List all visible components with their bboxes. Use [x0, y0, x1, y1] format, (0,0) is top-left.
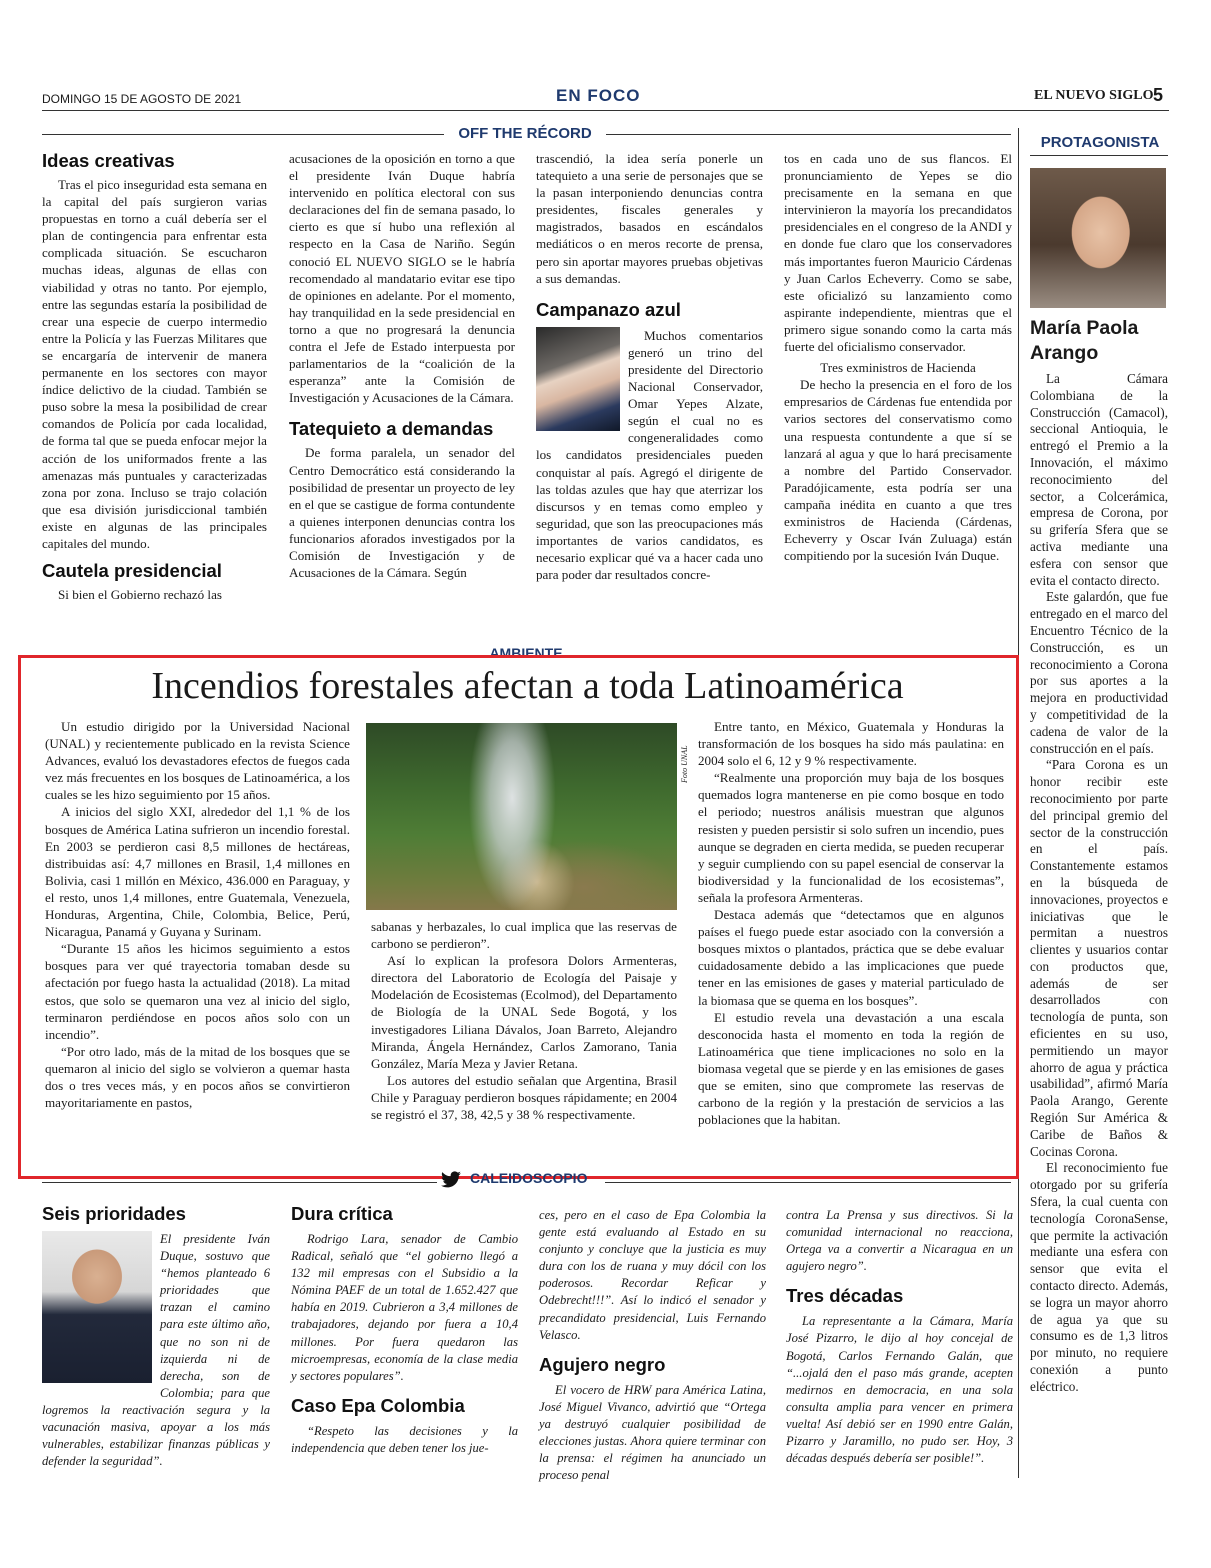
story-body: Si bien el Gobierno rechazó las — [58, 587, 222, 603]
story-body: Muchos comentarios generó un trino del presidente del Directorio Nacional Conservador, Omar Yepes Alzate, según el cual no es congeneralidades como los candidatos presidenciales pueden conquistar al país. Agregó el dirigente de las toldas azules que hay que aterrizar los discursos y en temas como empleo y seguridad, que son las preocupaciones más importantes de varios candidatos, es necesario explicar qué va a hacer cada uno para poder dar resultados concre- — [536, 327, 763, 583]
paragraph: Los autores del estudio señalan que Argentina, Brasil Chile y Paraguay perdieron bosques rápidamente; en 2004 se registró el 37, 38, 42,5 y 38 % respectivamente. — [371, 1072, 677, 1123]
paragraph: Así lo explican la profesora Dolors Armenteras, directora del Laboratorio de Ecología del Paisaje y Modelación de Ecosistemas (Ecolmod), del Departamento de Biología de la UNAL Sede Bogotá, y los investigadores Liliana Dávalos, Joan Barreto, Alejandro Miranda, Ángela Hernández, Carlos Zamorano, Tania González, María Meza y Javier Retana. — [371, 953, 677, 1071]
divider — [42, 1182, 437, 1183]
portrait-maria-paola-arango — [1030, 168, 1166, 308]
ambiente-column-2 — [371, 918, 677, 1123]
story-body: La representante a la Cámara, María José Pizarro, le dijo al hoy concejal de Bogotá, Carlos Fernando Galán, que “...ojalá den el paso más grande, acepten medirnos en democracia, en una sola consulta amplia para vencer en primera vuelta! Así debió ser en 1990 entre Galán, Pizarro y Jaramillo, no pudo ser. Hoy, 3 décadas después debería ser posible!”. — [786, 1314, 1013, 1466]
story-title: Agujero negro — [539, 1353, 666, 1375]
masthead-brand: EL NUEVO SIGLO — [1034, 88, 1154, 103]
caleido-column-3 — [539, 1207, 766, 1484]
paragraph: “Realmente una proporción muy baja de los bosques quemados logra mantenerse en pie como bosque en todo el periodo; nuestros análisis muestran que algunos resisten y pueden persistir si solo sufren un incendio, pues aunque se degraden en cierta medida, se pueden recuperar y seguir cumpliendo con su papel esencial de conservar la biodiversidad y la funcionalidad de los ecosistemas”, señala la profesora Armenteras. — [698, 770, 1004, 905]
story-body: Tras el pico inseguridad esta semana en la capital del país surgieron varias propuestas en torno a cuál debería ser el plan de contingencia para enfrentar esta complicada situación. Se escucharon muchas ideas, algunas de ellas con viabilidad y otras no tanto. Por ejemplo, entre las segundas estaría la posibilidad de crear una especie de cuerpo intermedio entre la Policía y las Fuerzas Militares que se encargaría de intervenir de manera permanente en los sectores con mayor índice delictivo de la ciudad. También se puso sobre la mesa la posibilidad de crear comandos de Policía por cada localidad, de forma tal que se pueda enfocar mejor la acción de los uniformados frente a las amenazas más puntuales y caracterizadas zona por zona. Incluso se trajo colación que esa división jurisdiccional también existe en algunas de las principales capitales del mundo. — [42, 177, 267, 551]
story-body: acusaciones de la oposición en torno a que el presidente Iván Duque habría intervenido en política electoral con sus declaraciones del fin de semana pasado, lo cierto es que sí hubo una reflexión al respecto en la Casa de Nariño. Según conoció EL NUEVO SIGLO se le habría recomendado al mandatario evitar ese tipo de opiniones en adelante. Por el momento, hay tranquilidad en la sede presidencial en torno a que no progresará la denuncia contra el Jefe de Estado interpuesta por parlamentarios de la “coalición de la esperanza” ante la Comisión de Investigación y Acusaciones de la Cámara. — [289, 151, 515, 406]
ambiente-column-1 — [45, 718, 350, 1111]
divider — [1030, 155, 1168, 156]
story-body: tos en cada uno de sus flancos. El pronunciamiento de Yepes se dio precisamente en la semana en que intervinieron la mayoría los precandidatos presidenciales en el congreso de la ANDI y en donde fue claro que los conservadores más importantes fueron Mauricio Cárdenas y Juan Carlos Echeverry. Como se sabe, este oficializó su lanzamiento como aspirante independiente, mientras que el primero sigue sonando como la carta más fuerte del oficialismo conservador. — [784, 151, 1012, 355]
story-body: De forma paralela, un senador del Centro Democrático está considerando la posibilidad de presentar un proyecto de ley en el que se castigue de forma contundente a quienes interponen denuncias contra los funcionarios aforados investigados por la Comisión de Investigación y de Acusaciones de la Cámara. Según — [289, 445, 515, 581]
story-title: Cautela presidencial — [42, 560, 222, 582]
divider — [606, 134, 1011, 135]
paragraph: La Cámara Colombiana de la Construcción (Camacol), seccional Antioquia, le entregó el Premio a la Innovación, el máximo reconocimiento del sector, a Colcerámica, empresa de Corona, por su grifería Sfera que se activa mediante una esfera con sensor que evita el contacto directo. — [1030, 371, 1168, 588]
story-body: El vocero de HRW para América Latina, José Miguel Vivanco, advirtió que “Ortega ya destruyó cualquier posibilidad de elecciones justas. Ahora quiere terminar con la prensa: el régimen ha anunciado un proceso penal — [539, 1382, 766, 1483]
caleido-column-4 — [786, 1207, 1013, 1467]
story-subtitle: Tres exministros de Hacienda — [820, 360, 976, 376]
protagonista-label: PROTAGONISTA — [1040, 134, 1160, 151]
header-rule — [42, 110, 1169, 111]
paragraph: “Por otro lado, más de la mitad de los bosques que se quemaron al inicio del siglo se volvieron a quemar hasta dos o tres veces más, y en pocos años se convirtieron mayoritariamente en pastos, — [45, 1043, 350, 1111]
caleidoscopio-label: CALEIDOSCOPIO — [470, 1170, 588, 1186]
story-title: Caso Epa Colombia — [291, 1394, 465, 1416]
paragraph: Entre tanto, en México, Guatemala y Honduras la transformación de los bosques ha sido más paulatina: en 2004 solo el 6, 12 y 9 % respectivamente. — [698, 719, 1004, 769]
otr-column-2 — [289, 150, 515, 581]
otr-column-4 — [784, 150, 1012, 564]
paragraph: Un estudio dirigido por la Universidad Nacional (UNAL) y recientemente publicado en la revista Science Advances, evaluó los devastadores efectos de fuegos cada vez más frecuentes en los bosques de Latinoamérica, a los cuales se les hizo seguimiento por 15 años. — [45, 719, 350, 803]
article-headline: Incendios forestales afectan a toda Latinoamérica — [151, 665, 904, 707]
wildfire-photo — [366, 723, 677, 910]
portrait-omar-yepes — [536, 327, 620, 431]
paragraph: El reconocimiento fue otorgado por su grifería Sfera, la cual cuenta con tecnología CoronaSense, que permite la activación mediante una esfera con sensor que evita el contacto directo. Además, se logra un mayor ahorro de agua ya que su consumo es de 1,3 litros por minuto, no requiere conexión a punto eléctrico. — [1030, 1160, 1168, 1394]
paragraph: sabanas y herbazales, lo cual implica que las reservas de carbono se perdieron”. — [371, 919, 677, 952]
otr-column-3 — [536, 150, 763, 583]
story-title: Tres décadas — [786, 1285, 904, 1307]
section-title: EN FOCO — [556, 86, 641, 105]
off-the-record-label: OFF THE RÉCORD — [458, 125, 592, 142]
story-title: Campanazo azul — [536, 298, 681, 320]
story-title: Tatequieto a demandas — [289, 418, 494, 440]
twitter-bird-icon — [440, 1171, 462, 1189]
story-body: “Respeto las decisiones y la independencia que deben tener los jue- — [291, 1423, 518, 1455]
story-title: Dura crítica — [291, 1203, 393, 1224]
divider — [605, 1182, 1011, 1183]
caleido-column-2 — [291, 1203, 518, 1457]
ambiente-label: AMBIENTE — [489, 645, 563, 661]
paragraph: “Para Corona es un honor recibir este reconocimiento por parte del principal gremio del sector de la construcción en el país. Constantemente estamos en la búsqueda de innovaciones, proyectos e iniciativas que le permitan a nuestros clientes y usuarios contar con productos que, además de ser desarrollados con tecnología de punta, son eficientes en su uso, permitiendo un mayor ahorro de agua y práctica usabilidad”, afirmó María Paola Arango, Gerente Región Sur América & Caribe de Baños & Cocinas Corona. — [1030, 757, 1168, 1159]
story-body: trascendió, la idea sería ponerle un tatequieto a una serie de personajes que se la pasan interponiendo denuncias contra presidentes, fiscales generales y magistrados, basados en escándalos mediáticos o en meros recorte de prensa, pero sin aportar mayores pruebas objetivas a sus demandas. — [536, 151, 763, 286]
protagonista-body — [1030, 371, 1168, 1396]
paragraph: Este galardón, que fue entregado en el marco del Encuentro Técnico de la Construcción, es un reconocimiento a Corona por sus aportes a la mejora en productividad y competitividad de la cadena de valor de la construcción en el país. — [1030, 589, 1168, 756]
paragraph: El estudio revela una devastación a una escala desconocida hasta el momento en toda la región de Latinoamérica que tiene implicaciones no solo en la biomasa vegetal que se pierde y en las emisiones de gases que se emiten, sino que compromete las reservas de carbono de la región y la prestación de servicios a las poblaciones que la habitan. — [698, 1009, 1004, 1128]
divider — [42, 134, 444, 135]
issue-date: DOMINGO 15 DE AGOSTO DE 2021 — [42, 92, 242, 106]
story-body: Rodrigo Lara, senador de Cambio Radical, señaló que “el gobierno llegó a 132 mil empresas con el Subsidio a la Nómina PAEF de un total de 1.652.427 que había en 2019. Cubrieron a 3,4 millones de trabajadores, dejando por fuera a 10,4 millones. Por fuera quedaron las microempresas, economía de la clase media y sectores populares”. — [291, 1232, 518, 1383]
story-body: ces, pero en el caso de Epa Colombia la gente está evaluando al Estado en su conjunto y concluye que la justicia es muy dura con los de ruana y muy dócil con los poderosos. Recordar Reficar y Odebrecht!!!”. Así lo indicó el senador y precandidato presidencial, Luis Fernando Velasco. — [539, 1208, 766, 1342]
story-body: De hecho la presencia en el foro de los empresarios de Cárdenas fue entendida por varios sectores del conservatismo como una respuesta contundente a que sí se lanzará al agua y que lo hará precisamente a nombre del Partido Conservador. Paradójicamente, esta podría ser una campaña inédita en cuanto a que tres exministros de Hacienda (Cárdenas, Echeverry y Oscar Iván Zuluaga) están compitiendo por la sucesión Iván Duque. — [784, 377, 1012, 564]
paragraph: A inicios del siglo XXI, alrededor del 1,1 % de los bosques de América Latina sufrieron un incendio forestal. En 2003 se perdieron casi 8,5 millones de hectáreas, distribuidas así: 4,7 millones en Brasil, 1,4 millones en Bolivia, casi 1 millón en México, 436.000 en Paraguay, y el resto, unos 1,4 millones, entre Guatemala, Venezuela, Honduras, Argentina, Chile, Colombia, Belice, Perú, Nicaragua, Panamá y Guyana y Surinam. — [45, 804, 350, 940]
story-body: contra La Prensa y sus directivos. Si la comunidad internacional no reacciona, Ortega va a convertir a Nicaragua en un agujero negro”. — [786, 1208, 1013, 1274]
photo-credit: Foto UNAL — [680, 745, 689, 783]
paragraph: Destaca además que “detectamos que en algunos países el fuego puede estar asociado con la conversión a bosques mixtos o plantados, práctica que se debe evaluar cuidadosamente debido a las implicaciones que puede tener en las emisiones de gases y material particulado de la biomasa que se quema en los bosques”. — [698, 907, 1004, 1008]
protagonista-name: María Paola Arango — [1030, 317, 1139, 364]
paragraph: “Durante 15 años les hicimos seguimiento a estos bosques para ver qué trayectoria tomaban desde su afectación por fuego hasta la actualidad (2018). La mitad estos, que solo se quemaron una vez al inicio del siglo, terminaron perdiéndose en pocos años solo con un incendio”. — [45, 941, 350, 1042]
page-number: 5 — [1153, 85, 1164, 105]
story-title: Seis prioridades — [42, 1203, 186, 1224]
otr-column-1 — [42, 150, 267, 603]
story-body: El presidente Iván Duque, sostuvo que “hemos planteado 6 prioridades que trazan el camino para este último año, que no son ni de izquierda ni de derecha, son de Colombia; para que logremos la reactivación segura y la vacunación masiva, apoyar a los más vulnerables, estabilizar finanzas públicas y defender la seguridad”. — [42, 1232, 270, 1469]
caleido-column-1 — [42, 1203, 270, 1470]
story-title: Ideas creativas — [42, 150, 175, 171]
portrait-ivan-duque — [42, 1231, 152, 1383]
ambiente-column-3 — [698, 718, 1004, 1128]
